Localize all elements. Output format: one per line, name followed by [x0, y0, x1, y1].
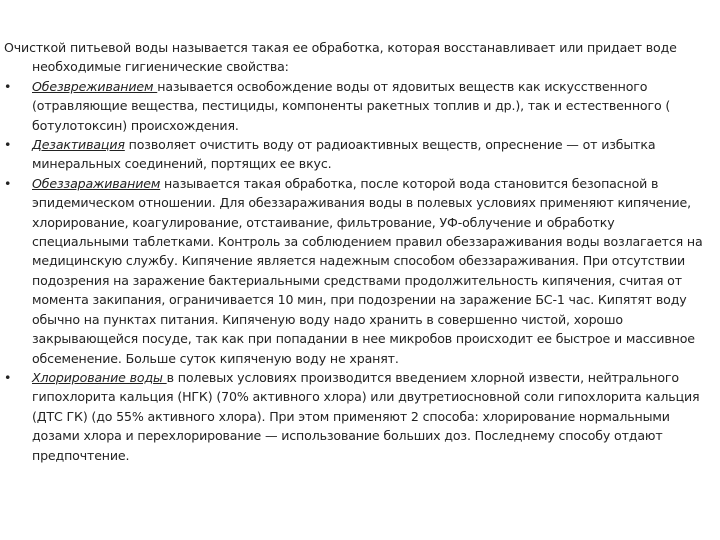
list-item-decontamination — [4, 135, 712, 174]
intro-paragraph: Очисткой питьевой воды называется такая ее обработка, которая восстанавливает или придает воде необходимые гигиенические свойства: — [4, 40, 677, 75]
definition-disinfection: называется такая обработка, после которой вода становится безопасной в эпидемическом отношении. Для обеззараживания воды в полевых условиях применяют кипячение, хлорирование, коагулирование, отстаивание, фильтрование, УФ-облучение и обработку специальными таблетками. Контроль за соблюдением правил обеззараживания воды возлагается на медицинскую службу. Кипячение является надежным способом обеззараживания. При отсутствии подозрения на заражение бактериальными средствами продолжительность кипячения, считая от момента закипания, ограничивается 10 мин, при подозрении на заражение БС-1 час. Кипятят воду обычно на пунктах питания. Кипяченую воду надо хранить в совершенно чистой, хорошо закрывающейся посуде, так как при попадании в нее микробов происходит ее быстрое и массивное обсеменение. Больше суток кипяченую воду не хранят. — [32, 175, 703, 366]
bullet-icon: • — [4, 175, 12, 191]
treatment-methods-list — [4, 77, 712, 465]
term-chlorination: Хлорирование воды — [32, 369, 167, 385]
term-neutralization: Обезвреживанием — [32, 78, 158, 94]
list-item-chlorination — [4, 368, 712, 465]
bullet-icon: • — [4, 137, 12, 153]
term-decontamination: Дезактивация — [32, 137, 125, 153]
definition-chlorination: в полевых условиях производится введением хлорной извести, нейтрального гипохлорита кальция (НГК) (70% активного хлора) или двутретиосновной соли гипохлорита кальция (ДТС ГК) (до 55% активного хлора). При этом применяют 2 способа: хлорирование нормальными дозами хлора и перехлорирование — использование больших доз. Последнему способу отдают предпочтение. — [32, 369, 700, 463]
list-item-neutralization — [4, 77, 712, 135]
bullet-icon: • — [4, 369, 12, 385]
term-disinfection: Обеззараживанием — [32, 175, 161, 191]
definition-decontamination: позволяет очистить воду от радиоактивных веществ, опреснение — от избытка минеральных соединений, портящих ее вкус. — [32, 137, 656, 172]
slide-content — [4, 38, 712, 465]
bullet-icon: • — [4, 78, 12, 94]
list-item-disinfection — [4, 174, 712, 368]
definition-neutralization: называется освобождение воды от ядовитых веществ как искусственного (отравляющие вещества, пестициды, компоненты ракетных топлив и др.), так и естественного ( ботулотоксин) происхождения. — [32, 78, 671, 133]
